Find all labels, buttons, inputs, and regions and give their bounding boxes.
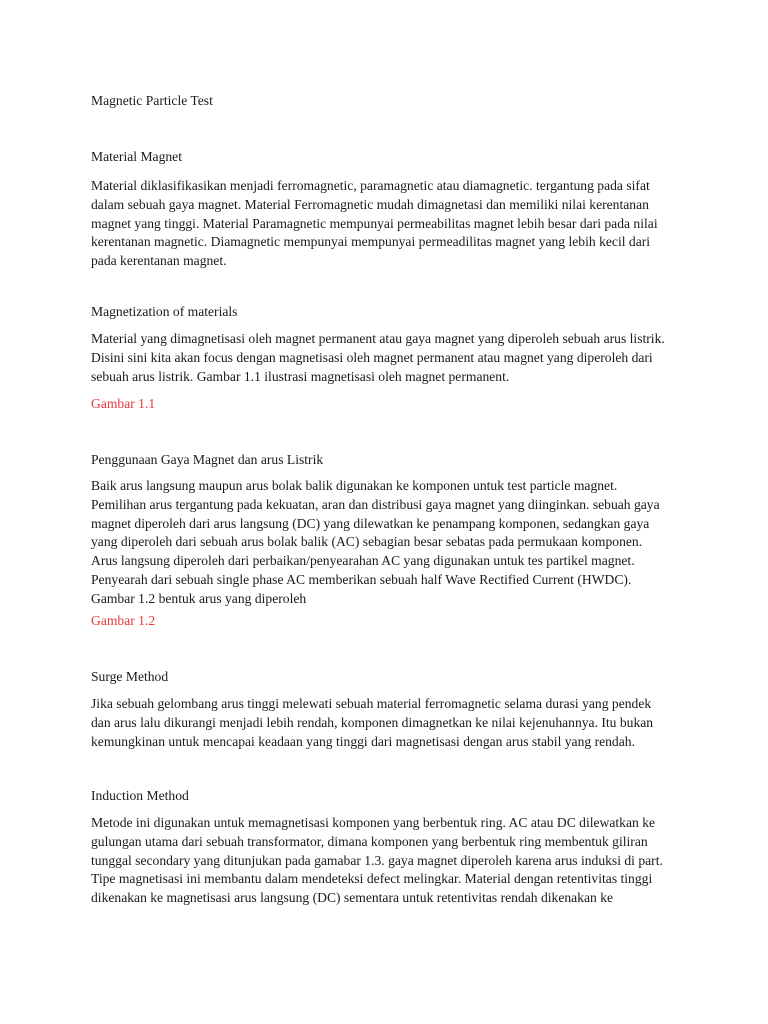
paragraph-penggunaan [91, 477, 660, 609]
paragraph-line: magnet diperoleh dari arus langsung (DC) yang dilewatkan ke penampang komponen, sedangkan gaya [91, 515, 650, 531]
section-heading-surge: Surge Method [91, 669, 169, 684]
paragraph-line: dan arus lalu dikurangi menjadi lebih rendah, komponen dimagnetkan ke nilai kejenuhannya. Itu bukan [91, 714, 654, 730]
document-title: Magnetic Particle Test [91, 93, 213, 108]
paragraph-line: Arus langsung diperoleh dari perbaikan/penyearahan AC yang digunakan untuk tes partikel magnet. [91, 553, 635, 569]
paragraph-line: Tipe magnetisasi ini membantu dalam mendeteksi defect melingkar. Material dengan retentivitas tinggi [91, 871, 653, 887]
paragraph-line: tunggal secondary yang ditunjukan pada gamabar 1.3. gaya magnet diperoleh karena arus induksi di part. [91, 852, 663, 868]
paragraph-induction [91, 814, 663, 908]
figure-caption-1-1: Gambar 1.1 [91, 396, 156, 411]
paragraph-line: magnet yang tinggi. Material Paramagnetic mempunyai permeabilitas magnet lebih besar dari pada nilai [91, 215, 658, 231]
paragraph-line: Pemilihan arus tergantung pada kekuatan, aran dan distribusi gaya magnet yang diinginkan. sebuah gaya [91, 496, 660, 512]
paragraph-line: Jika sebuah gelombang arus tinggi melewati sebuah material ferromagnetic selama durasi yang pendek [91, 696, 652, 711]
section-heading-material-magnet: Material Magnet [91, 149, 182, 164]
paragraph-line: pada kerentanan magnet. [91, 253, 227, 269]
paragraph-line: Metode ini digunakan untuk memagnetisasi komponen yang berbentuk ring. AC atau DC dilewatkan ke [91, 815, 656, 830]
paragraph-line: yang diperoleh dari sebuah arus bolak balik (AC) sebagian besar sebatas pada permukaan komponen. [91, 534, 643, 550]
paragraph-line: gulungan utama dari sebuah transformator, dimana komponen yang berbentuk ring membentuk giliran [91, 833, 648, 849]
paragraph-line: Material diklasifikasikan menjadi ferromagnetic, paramagnetic atau diamagnetic. tergantung pada sifat [91, 178, 650, 193]
paragraph-line: dikenakan ke magnetisasi arus langsung (DC) sementara untuk retentivitas rendah dikenakan ke [91, 890, 614, 906]
paragraph-line: dalam sebuah gaya magnet. Material Ferromagnetic mudah dimagnetasi dan memiliki nilai kerentanan [91, 196, 649, 212]
paragraph-line: kemungkinan untuk mencapai keadaan yang tinggi dari magnetisasi dengan arus stabil yang rendah. [91, 733, 635, 749]
paragraph-line: Gambar 1.2 bentuk arus yang diperoleh [91, 590, 307, 606]
paragraph-line: sebuah arus listrik. Gambar 1.1 ilustrasi magnetisasi oleh magnet permanent. [91, 368, 510, 384]
paragraph-line: Material yang dimagnetisasi oleh magnet permanent atau gaya magnet yang diperoleh sebuah arus listrik. [91, 331, 665, 346]
paragraph-magnetization [91, 330, 665, 386]
paragraph-line: kerentanan magnetic. Diamagnetic mempunyai mempunyai permeadilitas magnet yang lebih kecil dari [91, 234, 651, 250]
section-heading-induction: Induction Method [91, 788, 189, 803]
paragraph-line: Baik arus langsung maupun arus bolak balik digunakan ke komponen untuk test particle magnet. [91, 478, 618, 493]
paragraph-surge [91, 695, 653, 751]
paragraph-material-magnet [91, 177, 658, 271]
figure-caption-1-2: Gambar 1.2 [91, 613, 156, 628]
section-heading-penggunaan: Penggunaan Gaya Magnet dan arus Listrik [91, 452, 324, 467]
paragraph-line: Penyearah dari sebuah single phase AC memberikan sebuah half Wave Rectified Current (HWDC). [91, 571, 632, 587]
paragraph-line: Disini sini kita akan focus dengan magnetisasi oleh magnet permanent atau magnet yang diperoleh dari [91, 349, 653, 365]
section-heading-magnetization: Magnetization of materials [91, 304, 238, 319]
